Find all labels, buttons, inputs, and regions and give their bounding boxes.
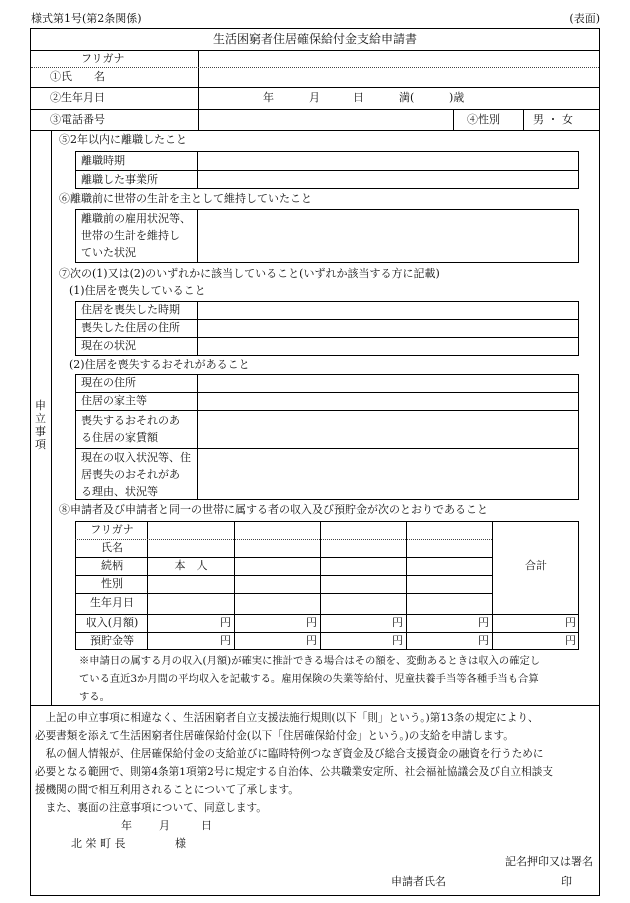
section6-heading: ⑥離職前に世帯の生計を主として維持していたこと [59, 192, 312, 205]
addressee: 北 栄 町 長 [71, 837, 126, 850]
section5-row-1: 離職した事業所 [81, 173, 158, 186]
row-label-savings: 預貯金等 [90, 634, 134, 647]
form-frame [30, 28, 600, 896]
birth-year: 年 [263, 91, 274, 104]
page-side: (表面) [569, 12, 600, 25]
sub2-reason-1: 居喪失のおそれがあ [81, 468, 180, 481]
yen-income-total: 円 [565, 616, 576, 629]
yen-savings-2: 円 [306, 634, 317, 647]
note-line-1: ている直近3か月間の平均収入を記載する。雇用保険の失業等給付、児童扶養手当等各種手当も合算 [79, 673, 539, 685]
section5-heading: ⑤2年以内に離職したこと [59, 133, 187, 146]
decl-line-5: また、裏面の注意事項について、同意します。 [35, 802, 267, 814]
sub2-rent-1: る住居の家賃額 [81, 431, 158, 444]
seal-note: 記名押印又は署名 [505, 855, 593, 868]
sub1-row-2: 現在の状況 [81, 339, 136, 352]
yen-income-3: 円 [392, 616, 403, 629]
phone-label: ③電話番号 [50, 113, 105, 126]
income-table [75, 521, 579, 650]
age-suffix: )歳 [449, 91, 465, 104]
note-line-2: する。 [79, 691, 110, 703]
side-label: 申立事項 [35, 399, 46, 451]
row-label-relation: 続柄 [101, 559, 123, 572]
row-label-income: 収入(月額) [85, 616, 139, 629]
section7-heading: ⑦次の(1)又は(2)のいずれかに該当していること(いずれか該当する方に記載) [59, 267, 440, 280]
date-month: 月 [159, 819, 170, 832]
sub2-reason-2: る理由、状況等 [81, 485, 158, 498]
form-number: 様式第1号(第2条関係) [31, 12, 142, 25]
section7-sub1-heading: (1)住居を喪失していること [69, 284, 206, 297]
total-label: 合計 [525, 559, 547, 572]
birth-day: 日 [353, 91, 364, 104]
row-label-furigana: フリガナ [90, 523, 134, 536]
birthdate-label: ②生年月日 [50, 91, 105, 104]
form-title: 生活困窮者住居確保給付金支給申請書 [212, 32, 417, 46]
sub1-row-1: 喪失した住居の住所 [81, 321, 180, 334]
yen-income-4: 円 [478, 616, 489, 629]
gender-label: ④性別 [467, 113, 500, 126]
yen-savings-1: 円 [220, 634, 231, 647]
phone-field[interactable] [199, 109, 451, 130]
gender-value[interactable]: 男 ・ 女 [533, 113, 573, 126]
decl-line-4: 援機関の間で相互利用されることについて了承します。 [35, 784, 299, 796]
name-label: ①氏 名 [50, 70, 105, 83]
row-label-gender: 性別 [101, 577, 123, 590]
section5-row-0: 離職時期 [81, 154, 125, 167]
decl-line-0: 上記の申立事項に相違なく、生活困窮者自立支援法施行規則(以下「則」という。)第13条の規定により、 [35, 712, 539, 724]
sub1-row-0: 住居を喪失した時期 [81, 303, 180, 316]
section6-line-2: ていた状況 [81, 246, 136, 259]
row-label-name: 氏名 [101, 541, 123, 554]
sub2-reason-0: 現在の収入状況等、住 [81, 451, 191, 464]
decl-line-2: 私の個人情報が、住居確保給付金の支給並びに臨時特例つなぎ資金及び総合支援資金の融資を行うために [35, 748, 544, 760]
applicant-name-field[interactable] [451, 873, 551, 889]
date-day: 日 [201, 819, 212, 832]
furigana-label: フリガナ [81, 52, 125, 65]
applicant-name-label: 申請者氏名 [391, 875, 446, 888]
yen-savings-total: 円 [565, 634, 576, 647]
seal-mark: 印 [561, 875, 572, 888]
sub2-row-1: 住居の家主等 [81, 394, 147, 407]
yen-savings-4: 円 [478, 634, 489, 647]
yen-savings-3: 円 [392, 634, 403, 647]
age-prefix: 満( [399, 91, 415, 104]
section8-heading: ⑧申請者及び申請者と同一の世帯に属する者の収入及び預貯金が次のとおりであること [59, 503, 488, 516]
date-year: 年 [121, 819, 132, 832]
sub2-rent-0: 喪失するおそれのあ [81, 414, 180, 427]
note-line-0: ※申請日の属する月の収入(月額)が確実に推計できる場合はその額を、変動あるときは収入の確定し [79, 655, 541, 667]
section6-line-0: 離職前の雇用状況等、 [81, 212, 191, 225]
row-label-birthdate: 生年月日 [90, 596, 134, 609]
birth-month: 月 [309, 91, 320, 104]
yen-income-2: 円 [306, 616, 317, 629]
yen-income-1: 円 [220, 616, 231, 629]
name-field[interactable] [199, 67, 599, 87]
section6-line-1: 世帯の生計を維持し [81, 229, 180, 242]
sub2-row-0: 現在の住所 [81, 376, 136, 389]
self-relation: 本 人 [174, 559, 208, 572]
decl-line-1: 必要書類を添えて生活困窮者住居確保給付金(以下「住居確保給付金」という。)の支給を申請します。 [35, 730, 514, 742]
honorific: 様 [175, 837, 186, 850]
decl-line-3: 必要となる範囲で、則第4条第1項第2号に規定する自治体、公共職業安定所、社会福祉協議会及び自立相談支 [35, 766, 553, 778]
section7-sub2-heading: (2)住居を喪失するおそれがあること [69, 358, 250, 371]
